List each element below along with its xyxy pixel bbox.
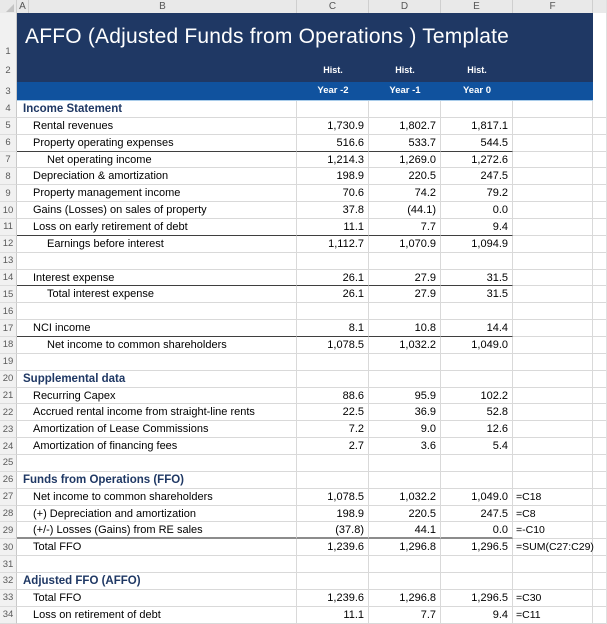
cell-D23[interactable]: 9.0 [369,421,441,438]
cell-G5[interactable] [593,118,606,135]
cell-D22[interactable]: 36.9 [369,404,441,421]
cell-F23[interactable] [513,421,593,438]
row-number-6[interactable]: 6 [0,135,17,152]
sheet-row-33 [0,590,606,607]
row-label[interactable]: Accrued rental income from straight-line rents [17,404,297,421]
row-number-4[interactable]: 4 [0,101,17,118]
sheet-row-4 [0,101,606,118]
year-band-right-gap [593,82,606,101]
row-label[interactable]: Property operating expenses [17,135,297,152]
cell-E16[interactable] [441,303,513,320]
row-number-11[interactable]: 11 [0,219,17,236]
sheet-row-29 [0,522,606,539]
sheet-row-18 [0,337,606,354]
cell-D17[interactable]: 10.8 [369,320,441,337]
sheet-row-5 [0,118,606,135]
cell-D16[interactable] [369,303,441,320]
cell-G9[interactable] [593,185,606,202]
cell-C28[interactable]: 198.9 [297,506,369,523]
column-header-partial [593,0,606,13]
sheet-row-34 [0,607,606,624]
row-label[interactable]: Funds from Operations (FFO) [17,472,297,489]
cell-E4[interactable] [441,101,513,118]
cell-G25[interactable] [593,455,606,472]
cell-F19[interactable] [513,354,593,371]
cell-F28[interactable]: =C8 [513,506,593,523]
column-header-E[interactable]: E [441,0,513,13]
cell-C12[interactable]: 1,112.7 [297,236,369,253]
period-label-row [17,60,593,82]
sheet-row-9 [0,185,606,202]
cell-E10[interactable]: 0.0 [441,202,513,219]
cell-D15[interactable]: 27.9 [369,286,441,303]
row-number-9[interactable]: 9 [0,185,17,202]
cell-E31[interactable] [441,556,513,573]
cell-G28[interactable] [593,506,606,523]
cell-E25[interactable] [441,455,513,472]
cell-D12[interactable]: 1,070.9 [369,236,441,253]
cell-E7[interactable]: 1,272.6 [441,152,513,169]
cell-C32[interactable] [297,573,369,590]
row-number-33[interactable]: 33 [0,590,17,607]
cell-G6[interactable] [593,135,606,152]
cell-C14[interactable]: 26.1 [297,270,369,287]
cell-F20[interactable] [513,371,593,388]
cell-E24[interactable]: 5.4 [441,438,513,455]
sheet-row-20 [0,371,606,388]
title-band-right-gap [593,13,606,82]
cell-E15[interactable]: 31.5 [441,286,513,303]
cell-C21[interactable]: 88.6 [297,388,369,405]
cell-E21[interactable]: 102.2 [441,388,513,405]
cell-D6[interactable]: 533.7 [369,135,441,152]
cell-G15[interactable] [593,286,606,303]
cell-F22[interactable] [513,404,593,421]
cell-D31[interactable] [369,556,441,573]
cell-C31[interactable] [297,556,369,573]
row-label[interactable]: NCI income [17,320,297,337]
cell-D26[interactable] [369,472,441,489]
cell-E29[interactable]: 0.0 [441,522,513,539]
cell-D28[interactable]: 220.5 [369,506,441,523]
cell-E14[interactable]: 31.5 [441,270,513,287]
cell-E11[interactable]: 9.4 [441,219,513,236]
cell-C7[interactable]: 1,214.3 [297,152,369,169]
sheet-row-28 [0,506,606,523]
sheet-row-32 [0,573,606,590]
row-label[interactable] [17,455,297,472]
cell-C26[interactable] [297,472,369,489]
sheet-row-27 [0,489,606,506]
row-number-3[interactable]: 3 [5,86,11,97]
column-header-A[interactable]: A [17,0,29,13]
row-number-22[interactable]: 22 [0,404,17,421]
cell-F29[interactable]: =-C10 [513,522,593,539]
cell-G22[interactable] [593,404,606,421]
column-header-B[interactable]: B [29,0,297,13]
row-label[interactable]: Property management income [17,185,297,202]
cell-D5[interactable]: 1,802.7 [369,118,441,135]
cell-E6[interactable]: 544.5 [441,135,513,152]
cell-D7[interactable]: 1,269.0 [369,152,441,169]
cell-F33[interactable]: =C30 [513,590,593,607]
row-label[interactable]: Interest expense [17,270,297,287]
row-number-5[interactable]: 5 [0,118,17,135]
year-label-c[interactable]: Year -2 [317,85,349,96]
year-label-d[interactable]: Year -1 [389,85,421,96]
cell-G13[interactable] [593,253,606,270]
cell-E12[interactable]: 1,094.9 [441,236,513,253]
row-number-18[interactable]: 18 [0,337,17,354]
sheet-row-10 [0,202,606,219]
cell-D10[interactable]: (44.1) [369,202,441,219]
row-number-16[interactable]: 16 [0,303,17,320]
row-number-15[interactable]: 15 [0,286,17,303]
row-label[interactable]: Total FFO [17,539,297,556]
sheet-row-12 [0,236,606,253]
row-label[interactable]: Rental revenues [17,118,297,135]
cell-C10[interactable]: 37.8 [297,202,369,219]
cell-D14[interactable]: 27.9 [369,270,441,287]
row-label[interactable]: Gains (Losses) on sales of property [17,202,297,219]
cell-G33[interactable] [593,590,606,607]
sheet-row-17 [0,320,606,337]
cell-E28[interactable]: 247.5 [441,506,513,523]
cell-C16[interactable] [297,303,369,320]
cell-F27[interactable]: =C18 [513,489,593,506]
cell-C33[interactable]: 1,239.6 [297,590,369,607]
row-number-17[interactable]: 17 [0,320,17,337]
row-label[interactable]: Amortization of Lease Commissions [17,421,297,438]
cell-G18[interactable] [593,337,606,354]
period-label-e[interactable]: Hist. [467,65,487,75]
row-number-10[interactable]: 10 [0,202,17,219]
row-gutter-1-2 [0,13,17,82]
row-number-27[interactable]: 27 [0,489,17,506]
cell-D18[interactable]: 1,032.2 [369,337,441,354]
row-number-1[interactable]: 1 [5,46,11,57]
cell-E9[interactable]: 79.2 [441,185,513,202]
row-label[interactable]: Income Statement [17,101,297,118]
cell-G29[interactable] [593,522,606,539]
title-band-main [17,13,593,82]
row-number-20[interactable]: 20 [0,371,17,388]
cell-F5[interactable] [513,118,593,135]
cell-D4[interactable] [369,101,441,118]
cell-F31[interactable] [513,556,593,573]
row-label[interactable] [17,253,297,270]
row-label[interactable]: Loss on retirement of debt [17,607,297,624]
sheet-row-26 [0,472,606,489]
cell-E18[interactable]: 1,049.0 [441,337,513,354]
cell-F26[interactable] [513,472,593,489]
cell-D29[interactable]: 44.1 [369,522,441,539]
cell-G7[interactable] [593,152,606,169]
row-number-21[interactable]: 21 [0,388,17,405]
cell-C13[interactable] [297,253,369,270]
cell-G23[interactable] [593,421,606,438]
cell-F9[interactable] [513,185,593,202]
cell-D8[interactable]: 220.5 [369,168,441,185]
sheet-row-31 [0,556,606,573]
cell-E32[interactable] [441,573,513,590]
row-number-28[interactable]: 28 [0,506,17,523]
sheet-row-15 [0,286,606,303]
column-header-bar [0,0,606,13]
cell-F12[interactable] [513,236,593,253]
sheet-row-30 [0,539,606,556]
row-label[interactable] [17,303,297,320]
row-number-23[interactable]: 23 [0,421,17,438]
row-label[interactable]: Loss on early retirement of debt [17,219,297,236]
cell-F16[interactable] [513,303,593,320]
cell-C6[interactable]: 516.6 [297,135,369,152]
cell-F25[interactable] [513,455,593,472]
cell-E23[interactable]: 12.6 [441,421,513,438]
cell-G26[interactable] [593,472,606,489]
sheet-row-16 [0,303,606,320]
row-number-19[interactable]: 19 [0,354,17,371]
cell-G32[interactable] [593,573,606,590]
cell-F17[interactable] [513,320,593,337]
cell-E27[interactable]: 1,049.0 [441,489,513,506]
sheet-row-14 [0,270,606,287]
cell-D24[interactable]: 3.6 [369,438,441,455]
cell-F11[interactable] [513,219,593,236]
row-label[interactable] [17,354,297,371]
sheet-row-6 [0,135,606,152]
year-label-e[interactable]: Year 0 [463,85,491,96]
sheet-row-23 [0,421,606,438]
row-label[interactable]: Amortization of financing fees [17,438,297,455]
row-label[interactable]: Net income to common shareholders [17,337,297,354]
cell-F13[interactable] [513,253,593,270]
cell-G8[interactable] [593,168,606,185]
cell-D19[interactable] [369,354,441,371]
cell-C18[interactable]: 1,078.5 [297,337,369,354]
cell-D32[interactable] [369,573,441,590]
cell-F34[interactable]: =C11 [513,607,593,624]
cell-E33[interactable]: 1,296.5 [441,590,513,607]
column-header-F[interactable]: F [513,0,593,13]
period-label-d[interactable]: Hist. [395,65,415,75]
sheet-row-24 [0,438,606,455]
cell-G4[interactable] [593,101,606,118]
cell-G14[interactable] [593,270,606,287]
row-label[interactable]: Depreciation & amortization [17,168,297,185]
cell-C8[interactable]: 198.9 [297,168,369,185]
row-label[interactable]: Net income to common shareholders [17,489,297,506]
sheet-row-8 [0,168,606,185]
cell-C27[interactable]: 1,078.5 [297,489,369,506]
cell-G21[interactable] [593,388,606,405]
row-label[interactable]: Earnings before interest [17,236,297,253]
cell-C34[interactable]: 11.1 [297,607,369,624]
row-gutter-3 [0,82,17,101]
cell-D11[interactable]: 7.7 [369,219,441,236]
row-label[interactable] [17,556,297,573]
cell-G24[interactable] [593,438,606,455]
cell-F14[interactable] [513,270,593,287]
cell-E17[interactable]: 14.4 [441,320,513,337]
cell-F8[interactable] [513,168,593,185]
cell-C5[interactable]: 1,730.9 [297,118,369,135]
cell-F30[interactable]: =SUM(C27:C29) [513,539,593,556]
cell-G10[interactable] [593,202,606,219]
cell-G11[interactable] [593,219,606,236]
row-number-14[interactable]: 14 [0,270,17,287]
cell-D30[interactable]: 1,296.8 [369,539,441,556]
cell-E20[interactable] [441,371,513,388]
row-number-2[interactable]: 2 [5,65,11,76]
year-band [0,82,606,101]
row-label[interactable]: (+/-) Losses (Gains) from RE sales [17,522,297,539]
cell-F6[interactable] [513,135,593,152]
row-number-29[interactable]: 29 [0,522,17,539]
cell-G16[interactable] [593,303,606,320]
cell-G12[interactable] [593,236,606,253]
cell-F18[interactable] [513,337,593,354]
cell-F10[interactable] [513,202,593,219]
sheet-row-25 [0,455,606,472]
cell-E30[interactable]: 1,296.5 [441,539,513,556]
row-label[interactable]: Total FFO [17,590,297,607]
cell-D21[interactable]: 95.9 [369,388,441,405]
row-number-32[interactable]: 32 [0,573,17,590]
cell-G20[interactable] [593,371,606,388]
cell-C15[interactable]: 26.1 [297,286,369,303]
cell-C29[interactable]: (37.8) [297,522,369,539]
row-label[interactable]: Net operating income [17,152,297,169]
cell-C17[interactable]: 8.1 [297,320,369,337]
cell-G27[interactable] [593,489,606,506]
cell-C20[interactable] [297,371,369,388]
row-number-7[interactable]: 7 [0,152,17,169]
cell-D27[interactable]: 1,032.2 [369,489,441,506]
cell-F32[interactable] [513,573,593,590]
cell-F24[interactable] [513,438,593,455]
cell-D34[interactable]: 7.7 [369,607,441,624]
cell-D33[interactable]: 1,296.8 [369,590,441,607]
sheet-row-13 [0,253,606,270]
sheet-row-21 [0,388,606,405]
sheet-row-11 [0,219,606,236]
cell-D9[interactable]: 74.2 [369,185,441,202]
cell-G17[interactable] [593,320,606,337]
row-number-24[interactable]: 24 [0,438,17,455]
row-label[interactable]: Adjusted FFO (AFFO) [17,573,297,590]
cell-E8[interactable]: 247.5 [441,168,513,185]
cell-C23[interactable]: 7.2 [297,421,369,438]
select-all-triangle-icon [6,4,14,12]
row-number-8[interactable]: 8 [0,168,17,185]
title-band [0,13,606,82]
cell-F4[interactable] [513,101,593,118]
cell-F7[interactable] [513,152,593,169]
row-number-12[interactable]: 12 [0,236,17,253]
cell-G31[interactable] [593,556,606,573]
sheet-row-7 [0,152,606,169]
sheet-title[interactable]: AFFO (Adjusted Funds from Operations ) Template [25,24,510,48]
select-all-corner[interactable] [0,0,17,13]
cell-G34[interactable] [593,607,606,624]
row-number-26[interactable]: 26 [0,472,17,489]
cell-D13[interactable] [369,253,441,270]
row-number-25[interactable]: 25 [0,455,17,472]
cell-D20[interactable] [369,371,441,388]
cell-G30[interactable] [593,539,606,556]
cell-C24[interactable]: 2.7 [297,438,369,455]
cell-E13[interactable] [441,253,513,270]
cell-C25[interactable] [297,455,369,472]
row-number-34[interactable]: 34 [0,607,17,624]
sheet-body [0,101,606,624]
cell-F15[interactable] [513,286,593,303]
year-band-main [17,82,593,101]
cell-D25[interactable] [369,455,441,472]
cell-E22[interactable]: 52.8 [441,404,513,421]
cell-E19[interactable] [441,354,513,371]
cell-G19[interactable] [593,354,606,371]
sheet-row-19 [0,354,606,371]
cell-C30[interactable]: 1,239.6 [297,539,369,556]
column-header-C[interactable]: C [297,0,369,13]
row-label[interactable]: Recurring Capex [17,388,297,405]
cell-F21[interactable] [513,388,593,405]
cell-C9[interactable]: 70.6 [297,185,369,202]
cell-C22[interactable]: 22.5 [297,404,369,421]
cell-C11[interactable]: 11.1 [297,219,369,236]
cell-E34[interactable]: 9.4 [441,607,513,624]
column-header-D[interactable]: D [369,0,441,13]
cell-C19[interactable] [297,354,369,371]
cell-E26[interactable] [441,472,513,489]
row-number-31[interactable]: 31 [0,556,17,573]
cell-E5[interactable]: 1,817.1 [441,118,513,135]
sheet-row-22 [0,404,606,421]
row-label[interactable]: Supplemental data [17,371,297,388]
period-label-c[interactable]: Hist. [323,65,343,75]
row-number-30[interactable]: 30 [0,539,17,556]
row-number-13[interactable]: 13 [0,253,17,270]
cell-C4[interactable] [297,101,369,118]
row-label[interactable]: Total interest expense [17,286,297,303]
row-label[interactable]: (+) Depreciation and amortization [17,506,297,523]
